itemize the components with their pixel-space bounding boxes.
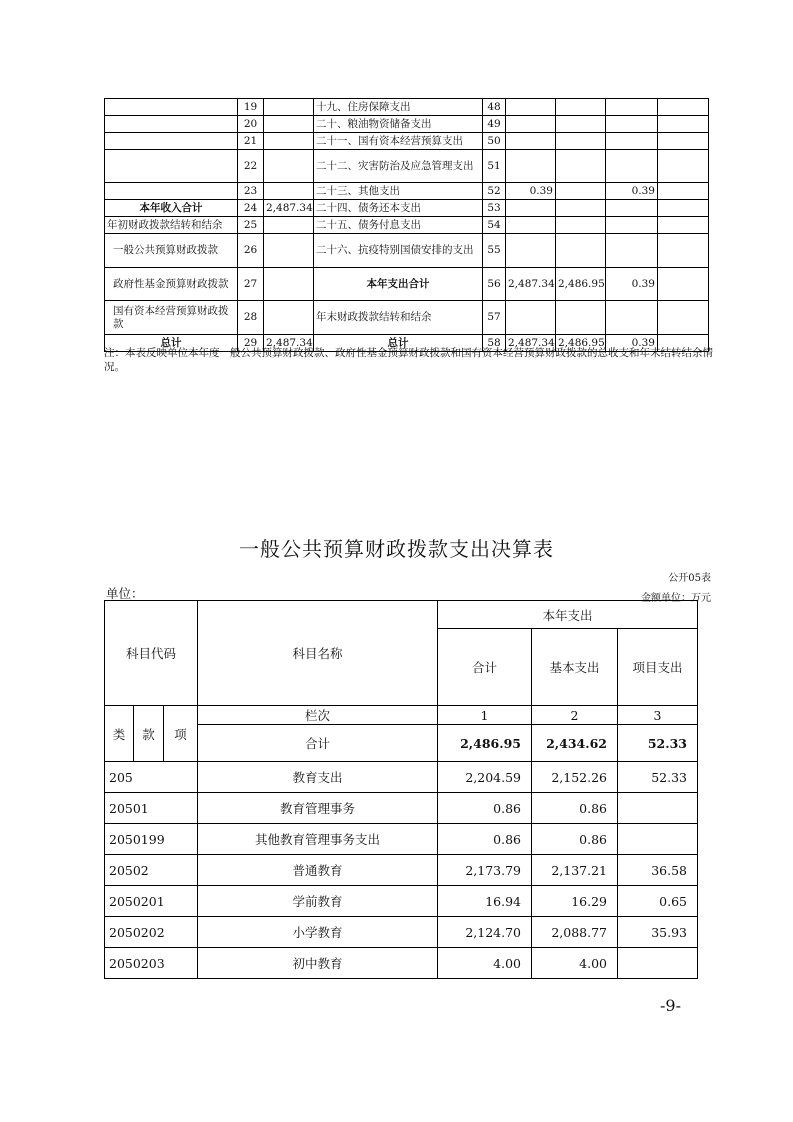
expense-general (556, 150, 606, 183)
total-amount: 0.86 (438, 793, 532, 824)
basic-amount: 2,434.62 (532, 725, 618, 762)
expense-general (556, 301, 606, 335)
income-item: 政府性基金预算财政拨款 (105, 268, 238, 301)
subject-name: 初中教育 (198, 948, 438, 979)
expense-state-capital (658, 268, 709, 301)
subject-code: 2050203 (105, 948, 198, 979)
expense-general: 2,486.95 (556, 268, 606, 301)
expense-total (506, 234, 556, 268)
income-item: 年初财政拨款结转和结余 (105, 217, 238, 234)
income-amount: 2,487.34 (264, 335, 314, 352)
project-amount (618, 824, 698, 855)
subject-name: 其他教育管理事务支出 (198, 824, 438, 855)
expense-state-capital (658, 234, 709, 268)
income-amount (264, 116, 314, 133)
subject-code-header: 科目代码 (105, 601, 198, 706)
total-amount: 2,204.59 (438, 762, 532, 793)
category-xiang-header: 项 (164, 706, 198, 762)
expense-total (506, 301, 556, 335)
expense-total (506, 150, 556, 183)
row-number: 52 (483, 183, 506, 200)
table-row (105, 762, 698, 793)
row-number: 27 (238, 268, 264, 301)
row-number: 54 (483, 217, 506, 234)
income-amount (264, 234, 314, 268)
page-number: -9- (660, 996, 681, 1015)
income-amount (264, 99, 314, 116)
subject-code: 2050201 (105, 886, 198, 917)
row-number: 56 (483, 268, 506, 301)
expense-state-capital (658, 217, 709, 234)
expense-fund (606, 133, 658, 150)
subject-code: 20502 (105, 855, 198, 886)
grand-total-label: 总计 (314, 335, 483, 352)
page-title: 一般公共预算财政拨款支出决算表 (239, 537, 554, 561)
row-number: 53 (483, 200, 506, 217)
table-row (105, 886, 698, 917)
project-amount: 52.33 (618, 762, 698, 793)
expense-state-capital (658, 183, 709, 200)
income-item (105, 133, 238, 150)
table-row (105, 116, 709, 133)
column-number: 3 (618, 706, 698, 725)
expense-fund (606, 116, 658, 133)
this-year-expense-header: 本年支出 (438, 601, 698, 629)
table-row (105, 793, 698, 824)
expense-general: 2,486.95 (556, 335, 606, 352)
income-expense-summary-table (104, 98, 709, 352)
general-budget-expenditure-table (104, 600, 698, 979)
column-number: 2 (532, 706, 618, 725)
column-order-label: 栏次 (198, 706, 438, 725)
row-number: 51 (483, 150, 506, 183)
income-item (105, 150, 238, 183)
grand-total-label: 总计 (105, 335, 238, 352)
basic-amount: 16.29 (532, 886, 618, 917)
income-amount (264, 183, 314, 200)
column-number: 1 (438, 706, 532, 725)
income-amount (264, 217, 314, 234)
table-row (105, 301, 709, 335)
expense-item: 二十一、国有资本经营预算支出 (314, 133, 483, 150)
row-number: 49 (483, 116, 506, 133)
project-amount (618, 948, 698, 979)
basic-amount: 2,137.21 (532, 855, 618, 886)
expense-fund (606, 234, 658, 268)
row-number: 58 (483, 335, 506, 352)
expense-item: 年末财政拨款结转和结余 (314, 301, 483, 335)
subject-name-header: 科目名称 (198, 601, 438, 706)
expense-fund: 0.39 (606, 183, 658, 200)
expense-fund (606, 217, 658, 234)
row-number: 25 (238, 217, 264, 234)
expense-general (556, 183, 606, 200)
project-amount: 35.93 (618, 917, 698, 948)
table-row (105, 917, 698, 948)
income-total-label: 本年收入合计 (105, 200, 238, 217)
subject-code: 2050202 (105, 917, 198, 948)
subject-code: 20501 (105, 793, 198, 824)
table-row (105, 948, 698, 979)
expense-state-capital (658, 200, 709, 217)
category-lei-header: 类 (105, 706, 134, 762)
income-item: 国有资本经营预算财政拨款 (105, 301, 238, 335)
income-amount: 2,487.34 (264, 200, 314, 217)
table-row (105, 133, 709, 150)
expense-state-capital (658, 99, 709, 116)
expense-total (506, 133, 556, 150)
expense-total: 2,487.34 (506, 335, 556, 352)
total-row-label: 合计 (198, 725, 438, 762)
expense-total (506, 99, 556, 116)
subject-name: 教育支出 (198, 762, 438, 793)
row-number: 29 (238, 335, 264, 352)
project-amount: 0.65 (618, 886, 698, 917)
expense-general (556, 234, 606, 268)
expense-fund (606, 200, 658, 217)
table-row (105, 183, 709, 200)
project-expense-header: 项目支出 (618, 629, 698, 706)
expense-item: 二十六、抗疫特别国债安排的支出 (314, 234, 483, 268)
total-amount: 16.94 (438, 886, 532, 917)
basic-amount: 2,152.26 (532, 762, 618, 793)
row-number: 21 (238, 133, 264, 150)
project-amount: 52.33 (618, 725, 698, 762)
table-row (105, 824, 698, 855)
subject-name: 小学教育 (198, 917, 438, 948)
project-amount: 36.58 (618, 855, 698, 886)
basic-amount: 0.86 (532, 793, 618, 824)
row-number: 19 (238, 99, 264, 116)
expense-general (556, 116, 606, 133)
basic-amount: 4.00 (532, 948, 618, 979)
expense-item: 二十二、灾害防治及应急管理支出 (314, 150, 483, 183)
table-row (105, 150, 709, 183)
expense-fund (606, 150, 658, 183)
total-amount: 0.86 (438, 824, 532, 855)
expense-item: 二十、粮油物资储备支出 (314, 116, 483, 133)
row-number: 28 (238, 301, 264, 335)
expense-item: 二十五、债务付息支出 (314, 217, 483, 234)
total-amount: 2,124.70 (438, 917, 532, 948)
row-number: 22 (238, 150, 264, 183)
row-number: 24 (238, 200, 264, 217)
income-amount (264, 133, 314, 150)
table-row (105, 855, 698, 886)
income-item (105, 99, 238, 116)
expense-total (506, 217, 556, 234)
row-number: 23 (238, 183, 264, 200)
expense-state-capital (658, 116, 709, 133)
row-number: 55 (483, 234, 506, 268)
income-amount (264, 150, 314, 183)
expense-state-capital (658, 150, 709, 183)
amount-unit: 金额单位：万元 (641, 593, 711, 604)
subject-code: 2050199 (105, 824, 198, 855)
expense-general (556, 217, 606, 234)
basic-amount: 2,088.77 (532, 917, 618, 948)
table-row (105, 234, 709, 268)
table-row (105, 268, 709, 301)
basic-expense-header: 基本支出 (532, 629, 618, 706)
expense-fund (606, 301, 658, 335)
expense-general (556, 200, 606, 217)
income-item (105, 183, 238, 200)
category-kuan-header: 款 (134, 706, 164, 762)
expense-total (506, 200, 556, 217)
table-number: 公开05表 (668, 573, 711, 584)
total-amount: 2,173.79 (438, 855, 532, 886)
expense-item: 二十三、其他支出 (314, 183, 483, 200)
expense-state-capital (658, 301, 709, 335)
expense-item: 十九、住房保障支出 (314, 99, 483, 116)
total-amount: 4.00 (438, 948, 532, 979)
expense-total (506, 116, 556, 133)
income-amount (264, 301, 314, 335)
row-number: 26 (238, 234, 264, 268)
expense-item: 二十四、债务还本支出 (314, 200, 483, 217)
project-amount (618, 793, 698, 824)
income-item (105, 116, 238, 133)
table-note: 注：本表反映单位本年度一般公共预算财政拨款、政府性基金预算财政拨款和国有资本经营预算财政拨款的总收支和年末结转结余情况。 (104, 347, 713, 373)
expense-fund: 0.39 (606, 268, 658, 301)
subject-name: 普通教育 (198, 855, 438, 886)
expense-fund: 0.39 (606, 335, 658, 352)
row-number: 57 (483, 301, 506, 335)
subject-code: 205 (105, 762, 198, 793)
expense-fund (606, 99, 658, 116)
basic-amount: 0.86 (532, 824, 618, 855)
expense-general (556, 99, 606, 116)
table-row (105, 200, 709, 217)
expense-state-capital (658, 133, 709, 150)
total-amount: 2,486.95 (438, 725, 532, 762)
row-number: 20 (238, 116, 264, 133)
expense-total: 0.39 (506, 183, 556, 200)
subject-name: 教育管理事务 (198, 793, 438, 824)
expense-total: 2,487.34 (506, 268, 556, 301)
table-row (105, 217, 709, 234)
income-item: 一般公共预算财政拨款 (105, 234, 238, 268)
table-row (105, 99, 709, 116)
total-header: 合计 (438, 629, 532, 706)
unit-label: 单位： (106, 586, 144, 601)
subject-name: 学前教育 (198, 886, 438, 917)
row-number: 48 (483, 99, 506, 116)
expense-general (556, 133, 606, 150)
expense-total-label: 本年支出合计 (314, 268, 483, 301)
income-amount (264, 268, 314, 301)
row-number: 50 (483, 133, 506, 150)
